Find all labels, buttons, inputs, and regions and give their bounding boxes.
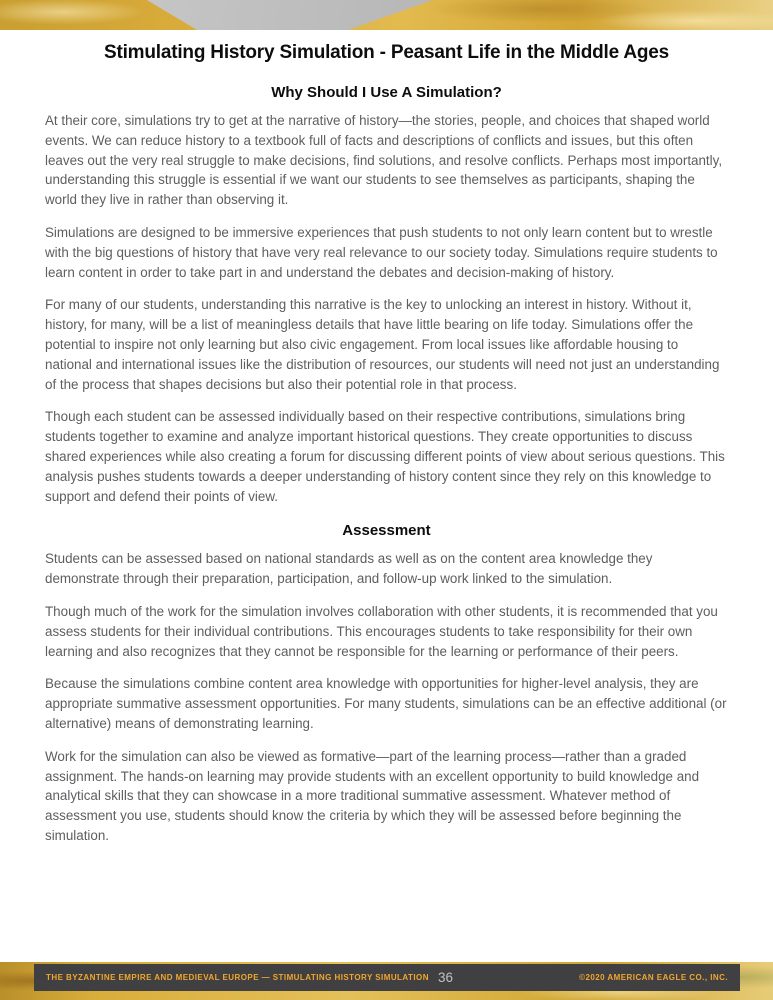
paragraph: At their core, simulations try to get at the narrative of history—the stories, people, and choices that shaped world events. We can reduce history to a textbook full of facts and descriptions of conflicts and issues, but this often leaves out the very real struggle to make decisions, find solutions, and resolve conflicts. Perhaps most importantly, understanding this struggle is essential if we want our students to see themselves as participants, shaping the world they live in rather than observing it. bbox=[45, 113, 723, 208]
footer-copyright: ©2020 AMERICAN EAGLE CO., INC. bbox=[579, 973, 728, 982]
page-footer bbox=[0, 962, 773, 1000]
section-why-use-simulation bbox=[45, 84, 728, 506]
page-title: Stimulating History Simulation - Peasant Life in the Middle Ages bbox=[103, 42, 669, 63]
paragraph: Though each student can be assessed individually based on their respective contributions, simulations bring students together to examine and analyze important historical questions. They create opportunities to discuss shared experiences while also creating a forum for discussing different points of view about serious questions. This analysis pushes students towards a deeper understanding of history content since they rely on this knowledge to support and defend their points of view. bbox=[45, 409, 725, 504]
top-banner bbox=[0, 0, 773, 30]
paragraph: Simulations are designed to be immersive experiences that push students to not only learn content but to wrestle with the big questions of history that have very real relevance to our society today. Simulations require students to learn content in order to take part in and understand the debates and decision-making of history. bbox=[45, 224, 718, 280]
paragraph: Students can be assessed based on national standards as well as on the content area knowledge they demonstrate through their preparation, participation, and follow-up work linked to the simulation. bbox=[45, 551, 653, 587]
footer-book-title: THE BYZANTINE EMPIRE AND MEDIEVAL EUROPE — STIMULATING HISTORY SIMULATION bbox=[46, 973, 429, 982]
section-heading-why-use-simulation: Why Should I Use A Simulation? bbox=[271, 84, 502, 101]
section-heading-assessment: Assessment bbox=[342, 522, 431, 540]
paragraph: Because the simulations combine content area knowledge with opportunities for higher-level analysis, they are appropriate summative assessment opportunities. For many students, simulations can be an effective additional (or alternative) means of demonstrating learning. bbox=[45, 676, 727, 731]
paragraph: Though much of the work for the simulation involves collaboration with other students, it is recommended that you assess students for their individual contributions. This encourages students to take responsibility for their own learning and also recognizes that they cannot be responsible for the learning or performance of their peers. bbox=[45, 603, 718, 659]
section-assessment bbox=[45, 522, 728, 845]
paragraph: Work for the simulation can also be viewed as formative—part of the learning process—rather than a graded assignment. The hands-on learning may provide students with an excellent opportunity to build knowledge and analytical skills that they can showcase in a more traditional summative assessment. Whatever method of assessment you use, students should know the criteria by which they will be assessed before beginning the simulation. bbox=[45, 748, 700, 843]
footer-bar bbox=[34, 964, 740, 991]
page-number: 36 bbox=[437, 970, 453, 985]
page-content bbox=[45, 36, 728, 958]
paragraph: For many of our students, understanding this narrative is the key to unlocking an interest in history. Without it, history, for many, will be a list of meaningless details that have little bearing on life today. Simulations offer the potential to inspire not only learning but also civic engagement. From local issues like affordable housing to national and international issues like the distribution of resources, our students will need not just an understanding of the process that shapes decisions but also their potential role in that process. bbox=[45, 297, 720, 392]
